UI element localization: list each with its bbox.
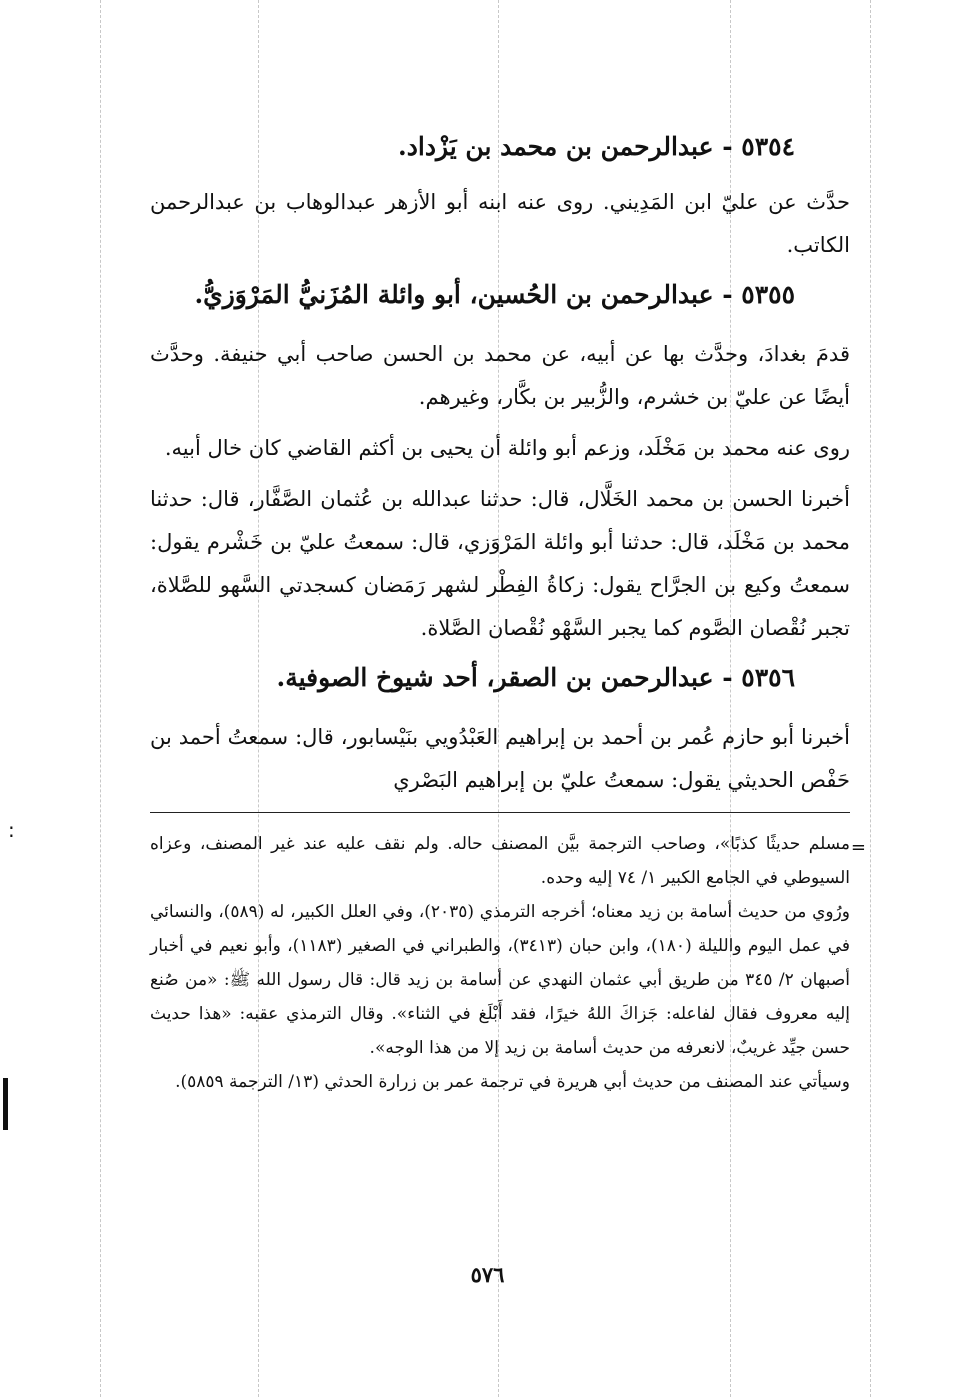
margin-mark: : — [8, 818, 15, 842]
entry-heading: ٥٣٥٤ - عبدالرحمن بن محمد بن يَزْداد. — [398, 132, 795, 161]
scan-guide-line — [100, 0, 101, 1397]
entry-paragraph: روى عنه محمد بن مَخْلَد، وزعم أبو وائلة أن يحيى بن أكثم القاضي كان خال أبيه. — [164, 436, 850, 460]
scan-edge-bar — [3, 1078, 8, 1130]
footnote-divider — [150, 812, 850, 813]
page-body — [150, 115, 866, 1099]
footnote-paragraph: ورُوي من حديث أسامة بن زيد معناه؛ أخرجه الترمذي (٢٠٣٥)، وفي العلل الكبير، له (٥٨٩)، والنسائي في عمل اليوم والليلة (١٨٠)، وابن حبان (٣٤١٣)، والطبراني في الصغير (١١٨٣)، وأبو نعيم في أخبار أصبهان ٢/ ٣٤٥ من طريق أبي عثمان النهدي عن أسامة بن زيد قال: قال رسول الله ﷺ: «من صُنع إليه معروف فقال لفاعله: جَزاكَ اللهُ خيرًا، فقد أَبْلَغ في الثناء». وقال الترمذي عقبه: «هذا حديث حسن جيِّد غريبٌ، لانعرفه من حديث أسامة بن زيد إلا من هذا الوجه». — [150, 902, 851, 1058]
footnote-continuation-marker: = — [850, 837, 866, 858]
footnote-paragraph: وسيأتي عند المصنف من حديث أبي هريرة في ترجمة عمر بن زرارة الحدثي (١٣/ الترجمة ٥٨٥٩). — [175, 1072, 850, 1092]
footnote-paragraph: مسلم حديثًا كذبًا»، وصاحب الترجمة بيَّن المصنف حاله. ولم نقف عليه عند غير المصنف، وعزاه السيوطي في الجامع الكبير ١/ ٧٤ إليه وحده. — [150, 834, 850, 888]
entry-paragraph: قدمَ بغدادَ، وحدَّث بها عن أبيه، عن محمد بن الحسن صاحب أبي حنيفة. وحدَّث أيضًا عن عليّ بن خشرم، والزُّبير بن بكَّار، وغيرهم. — [150, 342, 850, 409]
entry-heading: ٥٣٥٥ - عبدالرحمن بن الحُسين، أبو وائلة المُزَنيُّ المَرْوَزيُّ. — [194, 280, 795, 309]
footnotes — [150, 827, 866, 1099]
entry-heading: ٥٣٥٦ - عبدالرحمن بن الصقر، أحد شيوخ الصوفية. — [276, 663, 795, 692]
scan-guide-line — [870, 0, 871, 1397]
entry-paragraph: أخبرنا الحسن بن محمد الخَلَّال، قال: حدثنا عبدالله بن عُثمان الصَّفَّار، قال: حدثنا محمد بن مَخْلَد، قال: حدثنا أبو وائلة المَرْوَزي، قال: سمعتُ عليّ بن خَشْرم يقول: سمعتُ وكيع بن الجرَّاح يقول: زكاةُ الفِطْر لشهر رَمَضان كسجدتي السَّهو للصَّلاة، تجبر نُقْصان الصَّوم كما يجبر السَّهْو نُقْصان الصَّلاة. — [150, 487, 850, 640]
entry-paragraph: أخبرنا أبو حازم عُمر بن أحمد بن إبراهيم العَبْدُويي بنَيْسابور، قال: سمعتُ أحمد بن حَفْص الحديثي يقول: سمعتُ عليّ بن إبراهيم البَصْري — [150, 725, 850, 792]
entry-paragraph: حدَّث عن عليّ ابن المَدِيني. روى عنه ابنه أبو الأزهر عبدالوهاب بن عبدالرحمن الكاتب. — [150, 190, 850, 257]
page-number: ٥٧٦ — [470, 1262, 505, 1287]
